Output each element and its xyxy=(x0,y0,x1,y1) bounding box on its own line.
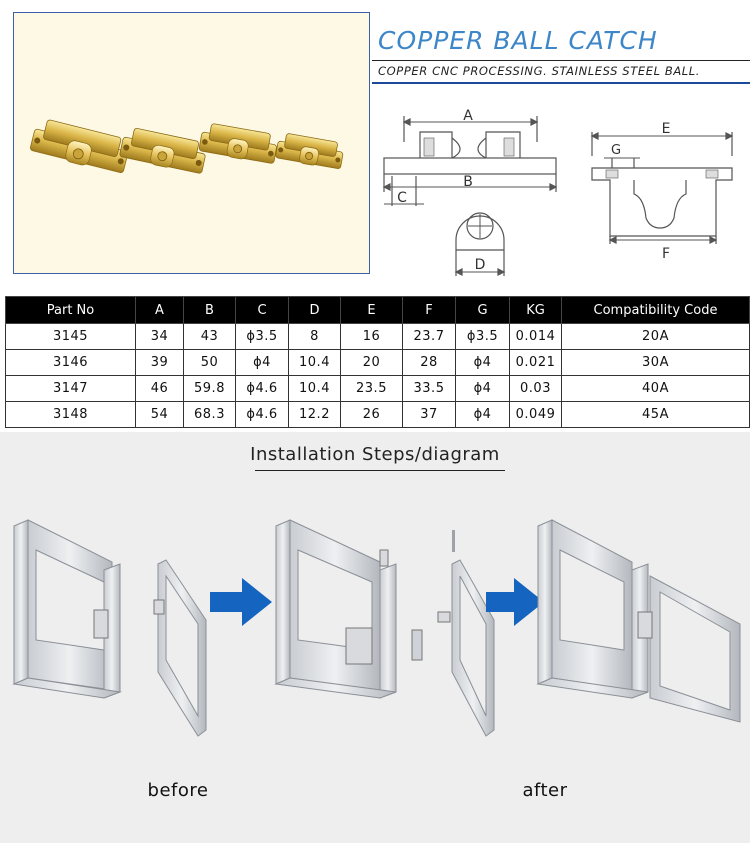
table-cell: 8 xyxy=(289,324,341,350)
middle-fixed-frame xyxy=(276,520,396,698)
table-cell: ϕ4 xyxy=(456,376,510,402)
table-cell: 0.03 xyxy=(510,376,562,402)
table-cell: 37 xyxy=(403,402,456,428)
step-arrow-right xyxy=(210,578,272,626)
table-cell: 46 xyxy=(136,376,184,402)
table-cell: 12.2 xyxy=(289,402,341,428)
table-cell: ϕ4 xyxy=(236,350,289,376)
title-divider xyxy=(372,60,750,61)
table-cell: 10.4 xyxy=(289,376,341,402)
step-arrow-right xyxy=(486,578,544,626)
page-title: COPPER BALL CATCH xyxy=(378,26,658,55)
after-catch-block xyxy=(638,612,652,638)
middle-catch-housing xyxy=(346,628,372,664)
technical-drawing xyxy=(372,92,750,284)
table-cell: 50 xyxy=(184,350,236,376)
table-cell: 0.049 xyxy=(510,402,562,428)
spec-table xyxy=(5,296,750,428)
table-cell: 20A xyxy=(562,324,750,350)
table-cell: 0.014 xyxy=(510,324,562,350)
col-header-compatibility-code: Compatibility Code xyxy=(562,297,750,324)
table-cell: 33.5 xyxy=(403,376,456,402)
before-door-catch xyxy=(154,600,164,614)
table-row xyxy=(6,402,750,428)
table-cell: 40A xyxy=(562,376,750,402)
table-cell: 3147 xyxy=(6,376,136,402)
table-cell: 54 xyxy=(136,402,184,428)
table-cell: 28 xyxy=(403,350,456,376)
installation-title-underline xyxy=(255,470,505,471)
table-cell: 3146 xyxy=(6,350,136,376)
col-header-f: F xyxy=(403,297,456,324)
table-row xyxy=(6,350,750,376)
before-door-panel xyxy=(158,560,206,736)
table-cell: ϕ3.5 xyxy=(456,324,510,350)
dimension-label-d: D xyxy=(474,257,486,273)
table-cell: 39 xyxy=(136,350,184,376)
table-cell: 0.021 xyxy=(510,350,562,376)
table-cell: 45A xyxy=(562,402,750,428)
dimension-label-f: F xyxy=(661,246,671,262)
table-cell: 26 xyxy=(341,402,403,428)
col-header-e: E xyxy=(341,297,403,324)
brass-catches-image xyxy=(14,13,369,273)
installation-title: Installation Steps/diagram xyxy=(250,444,500,465)
table-row xyxy=(6,324,750,350)
table-row xyxy=(6,376,750,402)
table-cell: 59.8 xyxy=(184,376,236,402)
table-cell: 10.4 xyxy=(289,350,341,376)
middle-screw xyxy=(380,550,388,566)
col-header-a: A xyxy=(136,297,184,324)
dimension-label-b: B xyxy=(463,174,473,190)
middle-door-catch xyxy=(438,612,450,622)
table-cell: 68.3 xyxy=(184,402,236,428)
product-photo xyxy=(13,12,370,274)
dimension-label-a: A xyxy=(463,108,473,124)
col-header-d: D xyxy=(289,297,341,324)
page-subtitle: COPPER CNC PROCESSING. STAINLESS STEEL BALL. xyxy=(378,64,701,78)
middle-door-panel xyxy=(452,560,494,736)
table-cell: 34 xyxy=(136,324,184,350)
table-cell: ϕ4.6 xyxy=(236,402,289,428)
after-label: after xyxy=(522,780,568,801)
table-cell: 3145 xyxy=(6,324,136,350)
installation-diagram xyxy=(0,500,750,770)
table-cell: ϕ4.6 xyxy=(236,376,289,402)
before-catch-block xyxy=(94,610,108,638)
before-label: before xyxy=(147,780,209,801)
table-cell: 23.7 xyxy=(403,324,456,350)
table-header-row xyxy=(6,297,750,324)
middle-loose-screw xyxy=(452,530,455,552)
table-cell: 16 xyxy=(341,324,403,350)
table-cell: ϕ3.5 xyxy=(236,324,289,350)
middle-catch-bracket xyxy=(412,630,422,660)
table-cell: 23.5 xyxy=(341,376,403,402)
col-header-part-no: Part No xyxy=(6,297,136,324)
table-cell: 43 xyxy=(184,324,236,350)
table-cell: 20 xyxy=(341,350,403,376)
col-header-b: B xyxy=(184,297,236,324)
col-header-c: C xyxy=(236,297,289,324)
subtitle-divider xyxy=(372,82,750,84)
table-cell: 3148 xyxy=(6,402,136,428)
side-view-drawing xyxy=(384,116,556,206)
col-header-kg: KG xyxy=(510,297,562,324)
dimension-label-e: E xyxy=(661,121,671,137)
after-fixed-frame xyxy=(538,520,648,698)
before-fixed-frame xyxy=(14,520,120,698)
after-door-panel xyxy=(650,576,740,722)
table-cell: ϕ4 xyxy=(456,402,510,428)
col-header-g: G xyxy=(456,297,510,324)
table-cell: ϕ4 xyxy=(456,350,510,376)
dimension-label-g: G xyxy=(610,143,622,158)
dimension-label-c: C xyxy=(397,190,407,206)
table-cell: 30A xyxy=(562,350,750,376)
